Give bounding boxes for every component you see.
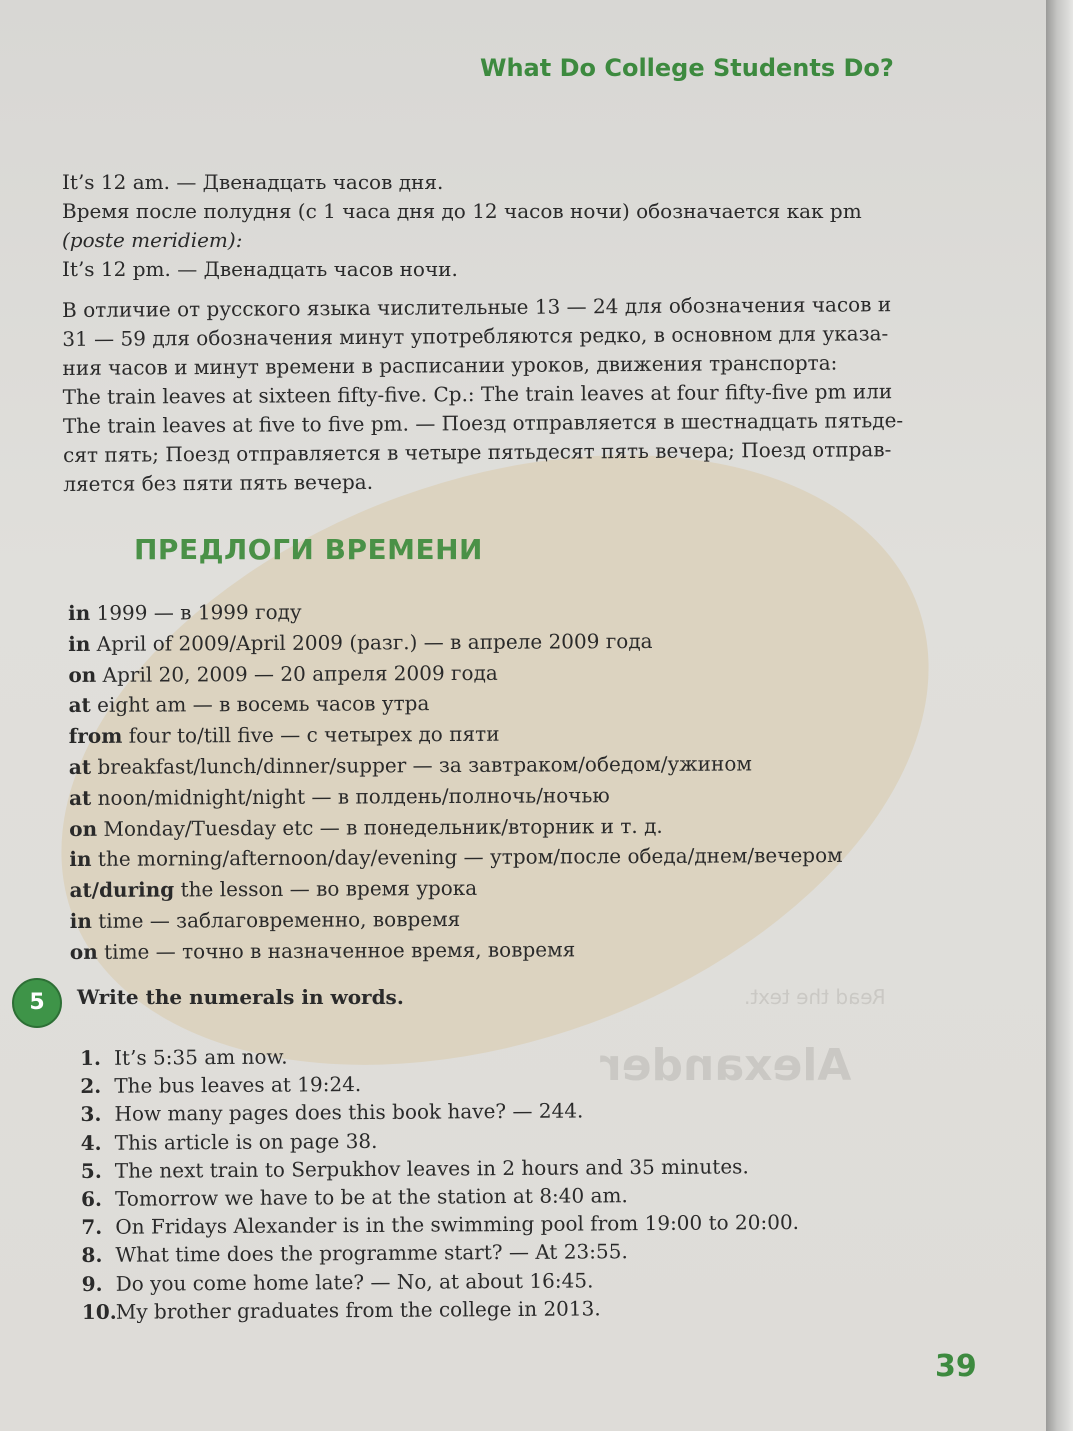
item-text: It’s 5:35 am now. [114,1044,288,1070]
preposition-example: the morning/afternoon/day/evening — утром/после обеда/днем/вечером [91,843,843,872]
item-text: My brother graduates from the college in 2013. [115,1296,601,1324]
item-text: On Fridays Alexander is in the swimming pool from 19:00 to 20:00. [115,1210,800,1239]
intro-line: (poste meridiem): [62,228,243,252]
preposition-keyword: on [69,816,98,841]
preposition-row [68,686,841,721]
preposition-row [69,840,842,875]
preposition-row [69,871,842,906]
item-text: The next train to Serpukhov leaves in 2 hours and 35 minutes. [114,1154,749,1183]
rule-line: ния часов и минут времени в расписании уроков, движения транспорта: [62,350,838,380]
preposition-example: breakfast/lunch/dinner/supper — за завтраком/обедом/ужином [91,751,752,779]
item-text: Tomorrow we have to be at the station at 8:40 am. [114,1183,628,1211]
preposition-keyword: at/during [69,877,175,903]
item-number: 10. [81,1299,117,1324]
preposition-example: noon/midnight/night — в полдень/полночь/ночью [91,782,610,810]
rule-line: The train leaves at five to five pm. — Поезд отправляется в шестнадцать пятьде- [62,408,904,438]
preposition-row [69,810,842,845]
preposition-row [70,933,843,968]
preposition-example: time — точно в назначенное время, вовремя [97,937,576,964]
preposition-example: 1999 — в 1999 году [90,599,302,625]
preposition-keyword: at [68,785,92,810]
item-number: 8. [81,1243,103,1268]
intro-line: It’s 12 am. — Двенадцать часов дня. [62,170,444,194]
rule-line: ляется без пяти пять вечера. [63,469,374,496]
intro-line: It’s 12 pm. — Двенадцать часов ночи. [62,257,458,281]
preposition-row [68,594,841,629]
preposition-row [69,779,842,814]
intro-paragraph [62,168,862,284]
rule-line: 31 — 59 для обозначения минут употребляются редко, в основном для указа- [62,321,889,351]
preposition-example: the lesson — во время урока [174,876,478,902]
preposition-keyword: in [68,631,91,656]
item-number: 9. [81,1271,103,1296]
item-text: How many pages does this book have? — 244. [114,1098,584,1127]
item-number: 4. [80,1130,102,1155]
preposition-keyword: in [68,600,91,625]
preposition-example: time — заблаговременно, вовремя [91,906,461,933]
item-text: Do you come home late? — No, at about 16:45. [115,1268,594,1296]
running-header: What Do College Students Do? [480,54,894,82]
preposition-keyword: at [68,693,91,718]
item-number: 5. [80,1158,102,1183]
section-title: ПРЕДЛОГИ ВРЕМЕНИ [134,533,483,566]
preposition-example: Monday/Tuesday etc — в понедельник/вторник и т. д. [97,813,663,841]
preposition-example: four to/till five — с четырех до пяти [122,721,500,748]
exercise-item [82,1293,800,1326]
item-number: 1. [80,1045,102,1070]
item-text: This article is on page 38. [114,1128,378,1155]
page-number: 39 [935,1349,977,1384]
preposition-row [68,625,841,660]
rule-paragraph [62,290,904,499]
rule-line: The train leaves at sixteen fifty-five. Ср.: The train leaves at four fifty-five pm или [62,379,893,409]
item-number: 2. [80,1074,102,1099]
preposition-keyword: on [69,939,98,964]
preposition-row [70,902,843,937]
prepositions-list [68,594,843,968]
preposition-row [69,717,842,752]
exercise-number-badge: 5 [12,978,62,1028]
page-edge-shadow [1046,0,1073,1431]
item-number: 3. [80,1102,102,1127]
preposition-keyword: on [68,662,97,687]
item-text: The bus leaves at 19:24. [114,1072,362,1098]
preposition-example: April of 2009/April 2009 (разг.) — в апреле 2009 года [90,628,653,656]
preposition-keyword: in [69,847,92,872]
preposition-example: eight am — в восемь часов утра [90,691,430,718]
exercise-item [81,1152,799,1185]
exercise-title: Write the numerals in words. [77,985,404,1009]
exercise-list [80,1039,800,1326]
item-number: 6. [80,1186,103,1212]
preposition-row [68,656,841,691]
item-number: 7. [81,1215,103,1240]
preposition-keyword: at [68,754,92,779]
preposition-row [69,748,842,783]
rule-line: сят пять; Поезд отправляется в четыре пятьдесят пять вечера; Поезд отправ- [63,437,892,467]
bleed-through-text: Read the text. [744,985,886,1009]
intro-line: Время после полудня (с 1 часа дня до 12 часов ночи) обозначается как pm [62,199,862,223]
bleed-through-heading: Alexander [600,1040,852,1091]
preposition-example: April 20, 2009 — 20 апреля 2009 года [96,660,498,687]
exercise-item [81,1208,799,1241]
preposition-keyword: in [69,908,92,933]
preposition-keyword: from [68,723,123,749]
item-text: What time does the programme start? — At 23:55. [115,1239,628,1268]
rule-line: В отличие от русского языка числительные 13 — 24 для обозначения часов и [62,292,892,322]
